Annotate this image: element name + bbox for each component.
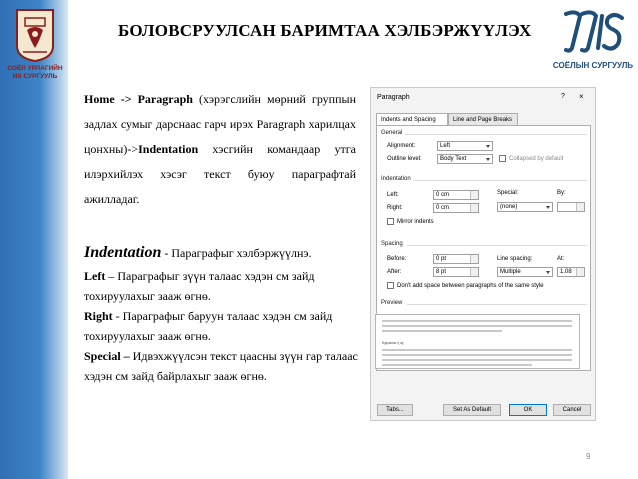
outline-level-label: Outline level: [387,156,422,162]
dialog-title: Paragraph [377,94,410,101]
preview-line [382,325,572,327]
indentation-bold-text: Indentation [138,142,199,156]
by-input[interactable] [557,202,585,212]
after-label: After: [387,269,402,275]
school-logo-icon [558,8,628,54]
preview-line [382,349,572,351]
preview-line [382,359,572,361]
preview-divider [407,304,587,305]
at-input[interactable]: 1.08 [557,267,585,277]
set-as-default-button[interactable]: Set As Default [443,404,501,416]
cancel-button[interactable]: Cancel [553,404,591,416]
dont-add-space-checkbox[interactable] [387,282,394,289]
line-spacing-select[interactable]: Multiple [497,267,553,277]
intro-text: (хэрэгслийн мөрний группын задлах сумыг дарснаас гарч ирэх Paragraph харилцах цонхны)-> [84,92,356,156]
right-desc: - Параграфыг баруун талаас хэдэн см зайд тохируулахыг зааж өгнө. [84,309,333,343]
special-desc: Идвэхжүүлсэн текст цаасны зүүн гар талаас хэдэн см зайд байрлахыг зааж өгнө. [84,349,358,383]
left-definition [84,266,366,306]
general-header: General [381,130,403,136]
help-button[interactable]: ? [561,93,565,100]
special-term: Special – [84,349,130,363]
special-definition [84,346,366,386]
alignment-label: Alignment: [387,143,416,149]
indentation-heading: Indentation [84,244,162,261]
dont-add-space-label: Don't add space between paragraphs of the same style [397,283,544,289]
right-logo-caption: СОЁЛЫН СУРГУУЛЬ [552,61,634,70]
university-emblem-icon [15,8,55,62]
tab-indents-and-spacing[interactable]: Indents and Spacing [376,113,448,126]
right-indent-input[interactable]: 0 cm [433,203,479,213]
left-indent-input[interactable]: 0 cm [433,190,479,200]
preview-line [382,320,572,322]
preview-box [375,314,580,369]
outline-level-select[interactable]: Body Text [437,154,493,164]
indentation-line [84,243,366,263]
tab-line-and-page-breaks[interactable]: Line and Page Breaks [448,113,518,126]
indentation-explanation [84,243,366,386]
special-select[interactable]: (none) [497,202,553,212]
ok-button[interactable]: OK [509,404,547,416]
menu-path-text: Home -> Paragraph [84,92,193,106]
right-definition [84,306,366,346]
preview-sample-text: Қаралж ҳ ај [382,340,404,345]
left-desc: – Параграфыг зүүн талаас хэдэн см зайд тохируулахыг зааж өгнө. [84,269,315,303]
indentation-header: Indentation [381,176,411,182]
right-indent-label: Right: [387,205,403,211]
left-university-logo [5,8,65,90]
right-school-logo [552,8,634,80]
intro-tail-text: хэсгийн командаар утга илэрхийлэх хэсэг текст буюу параграфтай ажилладаг. [84,142,356,206]
indentation-desc: - Параграфыг хэлбэржүүлнэ. [161,246,312,260]
spacing-header: Spacing [381,241,403,247]
paragraph-dialog [370,87,596,421]
intro-paragraph [84,87,356,212]
line-spacing-label: Line spacing: [497,256,533,262]
preview-line [382,354,572,356]
right-term: Right [84,309,113,323]
close-icon[interactable]: × [579,92,584,101]
at-label: At: [557,256,565,262]
spacing-divider [407,245,587,246]
after-input[interactable]: 8 pt [433,267,479,277]
mirror-indents-label: Mirror indents [397,219,434,225]
before-input[interactable]: 0 pt [433,254,479,264]
tabs-button[interactable]: Tabs... [377,404,413,416]
collapsed-by-default-checkbox[interactable] [499,155,506,162]
preview-line [382,330,502,332]
special-label: Special: [497,190,519,196]
before-label: Before: [387,256,407,262]
alignment-select[interactable]: Left [437,141,493,151]
indentation-divider [415,180,587,181]
page-number: 9 [586,452,591,461]
left-indent-label: Left: [387,192,399,198]
preview-header: Preview [381,300,403,306]
left-logo-caption-2: ИХ СУРГУУЛЬ [12,73,58,80]
left-logo-caption-1: СОЁЛ УРЛАГИЙН [7,65,63,72]
slide-title: БОЛОВСРУУЛСАН БАРИМТАА ХЭЛБЭРЖҮҮЛЭХ [118,21,532,40]
left-term: Left [84,269,106,283]
by-label: By: [557,190,566,196]
general-divider [405,134,587,135]
collapsed-by-default-label: Collapsed by default [509,156,564,162]
mirror-indents-checkbox[interactable] [387,218,394,225]
preview-line [382,364,532,366]
